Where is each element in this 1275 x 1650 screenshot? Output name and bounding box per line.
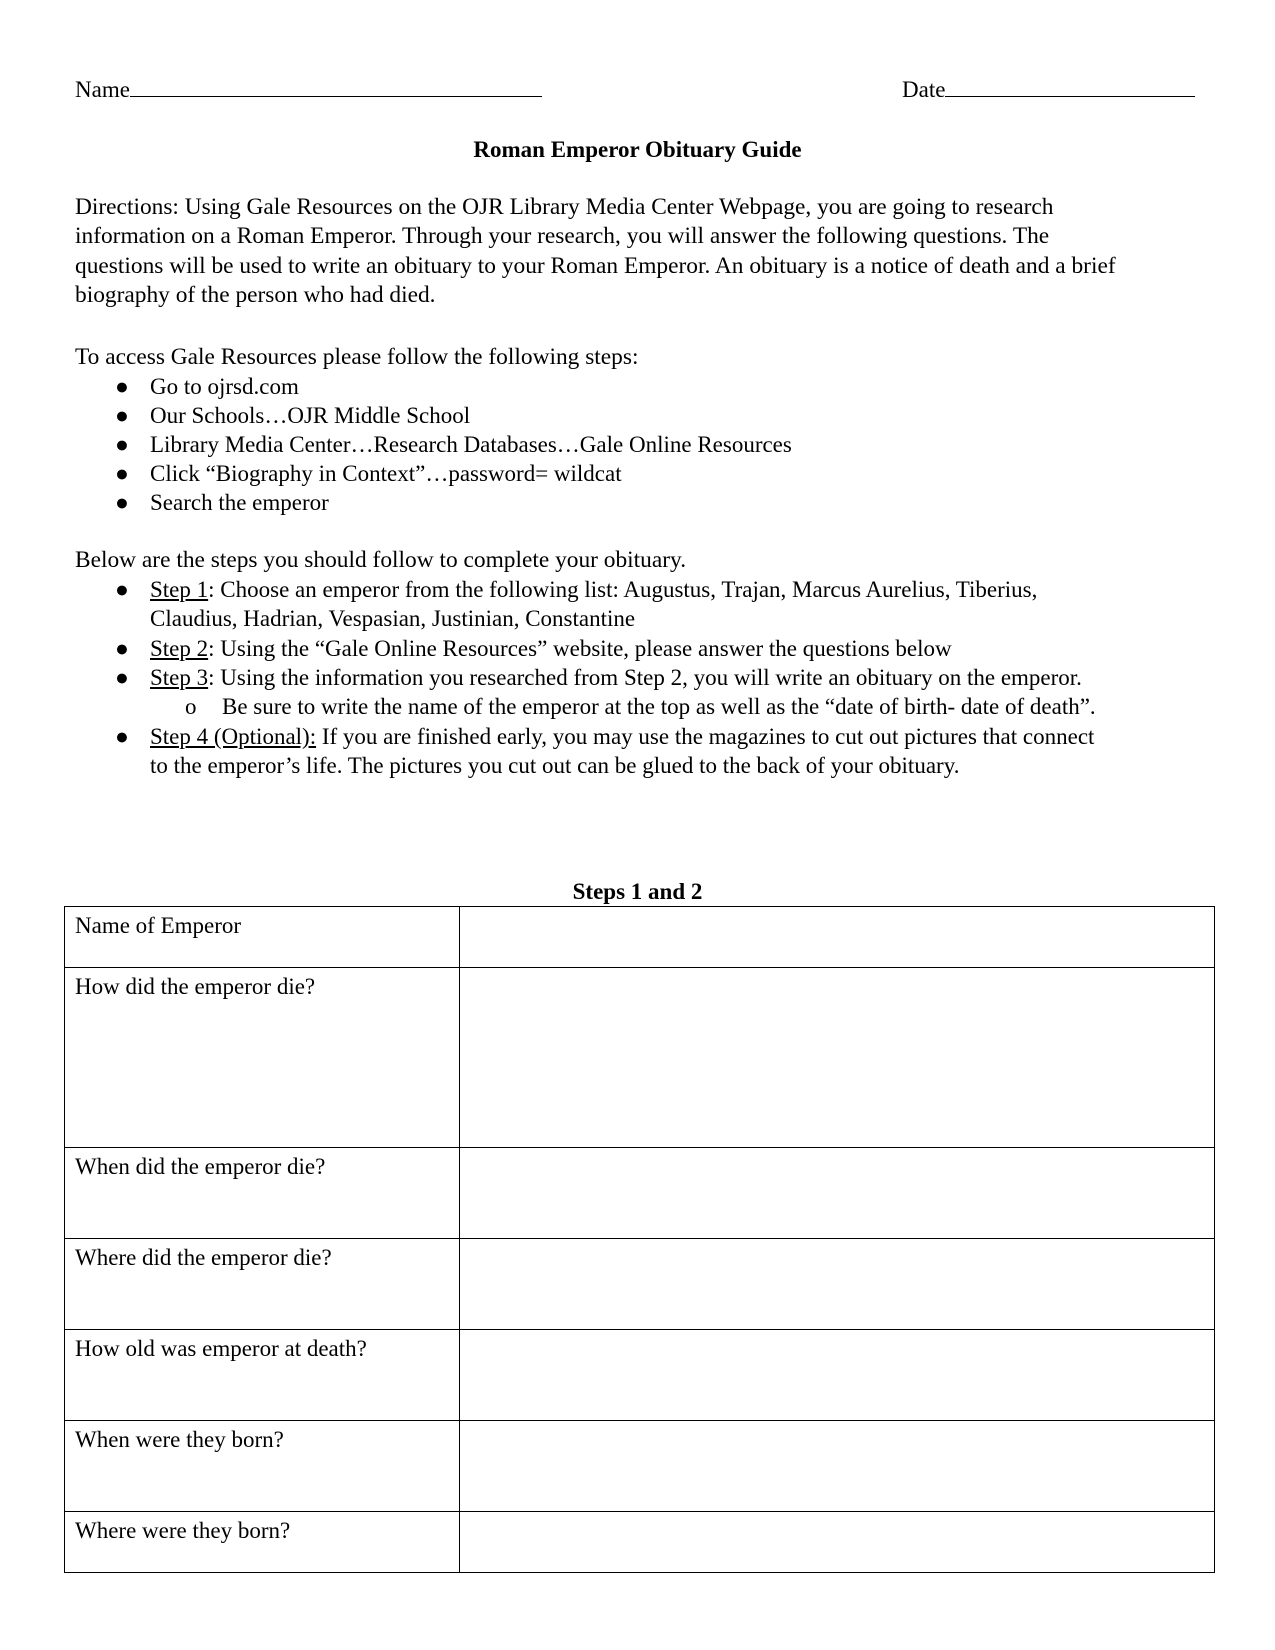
bullet-icon: ● [115, 490, 129, 515]
access-step-text: Library Media Center…Research Databases…Gale Online Resources [150, 432, 792, 457]
answer-cell[interactable] [460, 1512, 1215, 1573]
step1-text-continued: Claudius, Hadrian, Vespasian, Justinian, Constantine [150, 606, 636, 632]
directions-line: questions will be used to write an obituary to your Roman Emperor. An obituary is a notice of death and a brief [75, 252, 1116, 279]
step2-label: Step 2 [150, 636, 209, 661]
access-step-text: Go to ojrsd.com [150, 374, 299, 399]
answer-cell[interactable] [460, 1421, 1215, 1512]
list-item [115, 401, 1015, 431]
name-label: Name [75, 77, 130, 102]
access-step-text: Search the emperor [150, 490, 329, 515]
list-item [115, 459, 1015, 489]
table-row [65, 1512, 1215, 1573]
list-item [115, 663, 1215, 723]
table-row [65, 1239, 1215, 1330]
list-item [115, 372, 1015, 402]
directions-paragraph [75, 193, 1116, 311]
step2-text: : Using the “Gale Online Resources” website, please answer the questions below [208, 636, 952, 661]
question-cell: Where were they born? [65, 1512, 460, 1573]
step1-line [150, 575, 1037, 604]
question-cell: Name of Emperor [65, 907, 460, 968]
table-row [65, 1330, 1215, 1421]
access-step-text: Click “Biography in Context”…password= wildcat [150, 461, 622, 486]
directions-line: Directions: Using Gale Resources on the OJR Library Media Center Webpage, you are going to research [75, 194, 1054, 220]
name-field[interactable] [75, 74, 542, 104]
name-blank-line[interactable] [130, 74, 542, 97]
step3-label: Step 3 [150, 665, 209, 690]
answer-cell[interactable] [460, 1239, 1215, 1330]
step4-line [150, 722, 1094, 751]
page-title: Roman Emperor Obituary Guide [473, 137, 802, 162]
question-cell: Where did the emperor die? [65, 1239, 460, 1330]
access-step-text: Our Schools…OJR Middle School [150, 403, 471, 428]
step3-text: : Using the information you researched from Step 2, you will write an obituary on the emperor. [208, 665, 1082, 690]
obituary-steps-intro: Below are the steps you should follow to complete your obituary. [75, 547, 687, 573]
step4-text: If you are finished early, you may use the magazines to cut out pictures that connect [316, 724, 1095, 749]
bullet-icon: ● [115, 577, 129, 602]
step2-line [150, 634, 952, 663]
bullet-icon: ● [115, 636, 129, 661]
bullet-icon: ● [115, 432, 129, 457]
step1-text: : Choose an emperor from the following list: Augustus, Trajan, Marcus Aurelius, Tiberius, [208, 577, 1038, 602]
step4-label: Step 4 (Optional): [150, 724, 317, 749]
date-blank-line[interactable] [945, 74, 1195, 97]
step4-text-continued: to the emperor’s life. The pictures you cut out can be glued to the back of your obituary. [150, 753, 960, 779]
answer-cell[interactable] [460, 968, 1215, 1148]
list-item [115, 575, 1215, 635]
research-table [64, 906, 1215, 1573]
table-row [65, 907, 1215, 968]
answer-cell[interactable] [460, 1148, 1215, 1239]
question-cell: How old was emperor at death? [65, 1330, 460, 1421]
list-item [115, 634, 1215, 664]
list-item [115, 722, 1215, 782]
bullet-icon: ● [115, 724, 129, 749]
question-cell: How did the emperor die? [65, 968, 460, 1148]
question-cell: When did the emperor die? [65, 1148, 460, 1239]
list-item [115, 488, 1015, 518]
table-title: Steps 1 and 2 [572, 879, 703, 904]
sub-bullet-icon: o [185, 694, 197, 720]
step3-subtext: Be sure to write the name of the emperor at the top as well as the “date of birth- date of death”. [222, 694, 1096, 720]
answer-cell[interactable] [460, 907, 1215, 968]
date-label: Date [902, 77, 946, 102]
list-item [115, 430, 1015, 460]
table-row [65, 968, 1215, 1148]
answer-cell[interactable] [460, 1330, 1215, 1421]
bullet-icon: ● [115, 374, 129, 399]
directions-line: biography of the person who had died. [75, 282, 436, 309]
bullet-icon: ● [115, 461, 129, 486]
access-intro: To access Gale Resources please follow the following steps: [75, 344, 639, 370]
question-cell: When were they born? [65, 1421, 460, 1512]
step3-line [150, 663, 1082, 692]
table-row [65, 1148, 1215, 1239]
date-field[interactable] [902, 74, 1195, 104]
table-row [65, 1421, 1215, 1512]
bullet-icon: ● [115, 665, 129, 690]
directions-line: information on a Roman Emperor. Through your research, you will answer the following questions. The [75, 223, 1050, 250]
bullet-icon: ● [115, 403, 129, 428]
step1-label: Step 1 [150, 577, 209, 602]
